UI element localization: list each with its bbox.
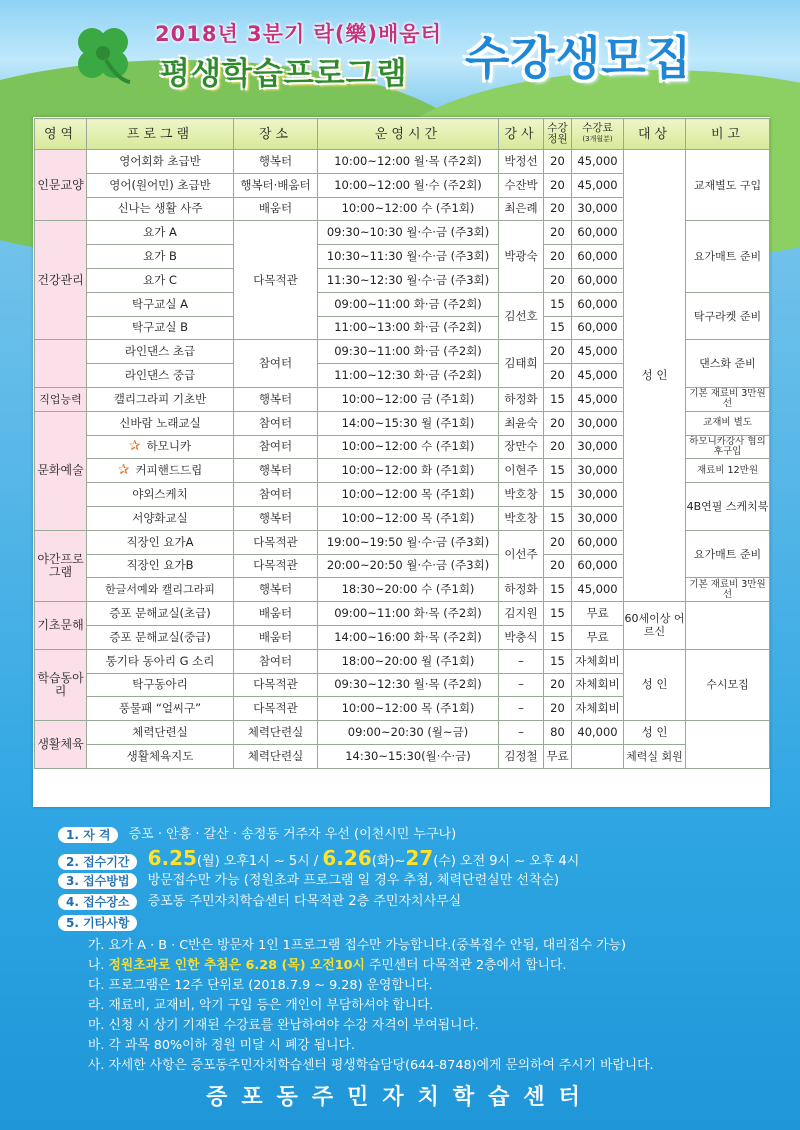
fee-cell: 30,000 [572, 197, 624, 221]
note-cell: 교재비 별도 [686, 411, 770, 435]
note-cell: 재료비 12만원 [686, 459, 770, 483]
capacity-cell: 20 [544, 697, 572, 721]
teacher-cell: 이현주 [499, 459, 544, 483]
period-date-1: 6.25 [147, 846, 197, 870]
time-cell: 18:00~20:00 월 (주1회) [318, 649, 499, 673]
header-teacher: 강사 [499, 119, 544, 150]
area-cell: 직업능력 [35, 387, 87, 411]
note-cell: 요가매트 준비 [686, 530, 770, 578]
capacity-cell: 20 [544, 268, 572, 292]
program-cell: 신나는 생활 사주 [87, 197, 234, 221]
program-label: 커피핸드드립 [135, 463, 203, 478]
capacity-cell: 15 [544, 578, 572, 602]
header-note: 비고 [686, 119, 770, 150]
header-program: 프로그램 [87, 119, 234, 150]
program-table-panel [33, 117, 770, 807]
place-cell: 체력단련실 [234, 721, 318, 745]
teacher-cell: 박충식 [499, 625, 544, 649]
teacher-cell: 박호창 [499, 506, 544, 530]
fee-cell: 30,000 [572, 506, 624, 530]
etc-prefix: 나. [88, 958, 109, 973]
fee-cell: 45,000 [572, 364, 624, 388]
teacher-cell: 박호창 [499, 483, 544, 507]
note-cell: 요가매트 준비 [686, 221, 770, 292]
time-cell: 09:30~10:30 월·수·금 (주3회) [318, 221, 499, 245]
place-cell: 다목적관 [234, 697, 318, 721]
time-cell: 19:00~19:50 월·수·금 (주3회) [318, 530, 499, 554]
period-text-2: (화)~ [371, 854, 406, 869]
etc-highlight: 정원초과로 인한 추첨은 6.28 (목) 오전10시 [108, 958, 365, 973]
note-cell: 하모니카강사 협의후구입 [686, 435, 770, 459]
program-cell: 라인댄스 초급 [87, 340, 234, 364]
time-cell: 10:00~12:00 목 (주1회) [318, 697, 499, 721]
capacity-cell: 15 [544, 649, 572, 673]
teacher-cell: 김정철 [499, 744, 544, 768]
area-cell: 문화예술 [35, 411, 87, 530]
place-cell: 다목적관 [234, 221, 318, 340]
fee-cell: 60,000 [572, 221, 624, 245]
fee-cell: 30,000 [572, 411, 624, 435]
fee-cell: 30,000 [572, 435, 624, 459]
time-cell: 09:30~11:00 화·금 (주2회) [318, 340, 499, 364]
time-cell: 10:00~12:00 화 (주1회) [318, 459, 499, 483]
place-label: 4. 접수장소 [58, 894, 137, 910]
target-cell: 60세이상 어르신 [624, 602, 686, 650]
time-cell: 10:00~12:00 목 (주1회) [318, 506, 499, 530]
program-cell: 요가 B [87, 245, 234, 269]
time-cell: 10:00~12:00 금 (주1회) [318, 387, 499, 411]
header-place: 장소 [234, 119, 318, 150]
program-cell: 한글서예와 캘리그라피 [87, 578, 234, 602]
fee-cell: 60,000 [572, 292, 624, 316]
capacity-cell: 20 [544, 530, 572, 554]
star-icon: ✰ [128, 438, 141, 455]
program-table [34, 118, 770, 769]
capacity-cell: 20 [544, 221, 572, 245]
eligibility-row [58, 826, 456, 844]
note-cell: 교재별도 구입 [686, 150, 770, 221]
fee-cell: 60,000 [572, 554, 624, 578]
note-cell: 기본 재료비 3만원선 [686, 578, 770, 602]
teacher-cell: 수잔박 [499, 173, 544, 197]
fee-cell [572, 744, 624, 768]
place-row [58, 893, 461, 911]
fee-cell: 60,000 [572, 316, 624, 340]
note-cell [686, 602, 770, 650]
table-row [35, 150, 770, 174]
fee-cell: 40,000 [572, 721, 624, 745]
period-date-2: 6.26 [322, 846, 372, 870]
teacher-cell: 박정선 [499, 150, 544, 174]
place-cell: 참여터 [234, 340, 318, 388]
note-cell: 수시모집 [686, 649, 770, 720]
fee-cell: 무료 [572, 602, 624, 626]
time-cell: 10:00~12:00 월·수 (주2회) [318, 173, 499, 197]
place-cell: 참여터 [234, 483, 318, 507]
fee-cell: 60,000 [572, 268, 624, 292]
table-row [35, 744, 770, 768]
program-cell: 체력단련실 [87, 721, 234, 745]
capacity-cell: 15 [544, 459, 572, 483]
capacity-cell: 20 [544, 673, 572, 697]
capacity-cell: 15 [544, 292, 572, 316]
teacher-cell: 최은례 [499, 197, 544, 221]
area-cell: 생활체육 [35, 721, 87, 769]
program-cell: 풍물패 “얼씨구” [87, 697, 234, 721]
time-cell: 14:00~16:00 화·목 (주2회) [318, 625, 499, 649]
program-cell: 생활체육지도 [87, 744, 234, 768]
area-cell: 학습동아리 [35, 649, 87, 720]
teacher-cell: 하정화 [499, 387, 544, 411]
etc-label: 5. 기타사항 [58, 915, 137, 931]
period-text-1: (월) 오후1시 ~ 5시 / [196, 854, 323, 869]
capacity-cell: 80 [544, 721, 572, 745]
etc-item: 마. 신청 시 상기 기재된 수강료를 완납하여야 수강 자격이 부여됩니다. [88, 1018, 479, 1033]
etc-item: 라. 재료비, 교재비, 악기 구입 등은 개인이 부담하셔야 합니다. [88, 998, 434, 1013]
fee-cell: 45,000 [572, 340, 624, 364]
time-cell: 11:00~13:00 화·금 (주2회) [318, 316, 499, 340]
header-time: 운영시간 [318, 119, 499, 150]
time-cell: 10:00~12:00 수 (주1회) [318, 197, 499, 221]
period-row [58, 847, 579, 869]
program-label: 하모니카 [146, 439, 192, 454]
period-date-3: 27 [405, 846, 434, 870]
header-fee-label: 수강료 [582, 122, 613, 134]
note-cell: 탁구라켓 준비 [686, 292, 770, 340]
target-cell: 체력실 회원 [624, 744, 686, 768]
etc-item: 사. 자세한 사항은 증포동주민자치학습센터 평생학습담당(644-8748)에게 문의하여 주시기 바랍니다. [88, 1058, 654, 1073]
time-cell: 10:00~12:00 수 (주1회) [318, 435, 499, 459]
teacher-cell: 최윤숙 [499, 411, 544, 435]
area-cell: 기초문해 [35, 602, 87, 650]
table-row [35, 721, 770, 745]
period-label: 2. 접수기간 [58, 854, 137, 870]
method-label: 3. 접수방법 [58, 873, 137, 889]
teacher-cell: – [499, 721, 544, 745]
area-cell: 인문교양 [35, 150, 87, 221]
time-cell: 09:00~11:00 화·목 (주2회) [318, 602, 499, 626]
place-cell: 배움터 [234, 625, 318, 649]
program-cell: 서양화교실 [87, 506, 234, 530]
area-cell: 건강관리 [35, 221, 87, 340]
header-fee [572, 119, 624, 150]
fee-cell: 60,000 [572, 530, 624, 554]
method-text: 방문접수만 가능 (정원초과 프로그램 일 경우 추첨, 체력단련실만 선착순) [147, 873, 560, 888]
fee-cell: 무료 [572, 625, 624, 649]
target-cell: 성 인 [624, 649, 686, 720]
program-cell: 라인댄스 중급 [87, 364, 234, 388]
time-cell: 18:30~20:00 수 (주1회) [318, 578, 499, 602]
program-cell [87, 435, 234, 459]
program-cell: 증포 문해교실(초급) [87, 602, 234, 626]
time-cell: 10:00~12:00 월·목 (주2회) [318, 150, 499, 174]
header-capacity: 수강정원 [544, 119, 572, 150]
fee-cell: 60,000 [572, 245, 624, 269]
capacity-cell: 20 [544, 173, 572, 197]
time-cell: 14:00~15:30 월 (주1회) [318, 411, 499, 435]
time-cell: 14:30~15:30(월·수·금) [318, 744, 499, 768]
etc-item: 다. 프로그램은 12주 단위로 (2018.7.9 ~ 9.28) 운영합니다. [88, 978, 433, 993]
program-cell: 증포 문해교실(중급) [87, 625, 234, 649]
header-area: 영역 [35, 119, 87, 150]
capacity-cell: 20 [544, 411, 572, 435]
place-cell: 행복터 [234, 506, 318, 530]
fee-cell: 30,000 [572, 459, 624, 483]
program-cell: 요가 A [87, 221, 234, 245]
time-cell: 10:00~12:00 목 (주1회) [318, 483, 499, 507]
time-cell: 09:00~11:00 화·금 (주2회) [318, 292, 499, 316]
program-cell: 탁구교실 B [87, 316, 234, 340]
eligibility-label: 1. 자 격 [58, 827, 118, 843]
note-cell: 댄스화 준비 [686, 340, 770, 388]
place-cell: 참여터 [234, 435, 318, 459]
place-cell: 행복터 [234, 578, 318, 602]
capacity-cell: 15 [544, 506, 572, 530]
capacity-cell: 15 [544, 387, 572, 411]
program-cell: 신바람 노래교실 [87, 411, 234, 435]
time-cell: 20:00~20:50 월·수·금 (주3회) [318, 554, 499, 578]
teacher-cell: 장만수 [499, 435, 544, 459]
subtitle: 2018년 3분기 락(樂)배움터 [155, 22, 442, 46]
capacity-cell: 무료 [544, 744, 572, 768]
place-cell: 다목적관 [234, 554, 318, 578]
time-cell: 09:30~12:30 월·목 (주2회) [318, 673, 499, 697]
fee-cell: 45,000 [572, 387, 624, 411]
place-cell: 참여터 [234, 411, 318, 435]
clover-logo-icon [68, 20, 138, 90]
eligibility-text: 증포 · 안흥 · 갈산 · 송정동 거주자 우선 (이천시민 누구나) [128, 827, 457, 842]
capacity-cell: 20 [544, 435, 572, 459]
capacity-cell: 15 [544, 483, 572, 507]
capacity-cell: 20 [544, 197, 572, 221]
note-cell [686, 721, 770, 769]
program-cell: 영어회화 초급반 [87, 150, 234, 174]
etc-item: 가. 요가 A · B · C반은 방문자 1인 1프로그램 접수만 가능합니다.(중복접수 안됨, 대리접수 가능) [88, 938, 626, 953]
place-text: 증포동 주민자치학습센터 다목적관 2층 주민자치사무실 [147, 894, 462, 909]
program-cell: 탁구동아리 [87, 673, 234, 697]
table-row [35, 602, 770, 626]
header-fee-sub: (3개월분) [582, 135, 613, 143]
teacher-cell: 박광숙 [499, 221, 544, 292]
time-cell: 10:30~11:30 월·수·금 (주3회) [318, 245, 499, 269]
teacher-cell: – [499, 697, 544, 721]
recruit-title: 수강생모집 [465, 31, 693, 85]
program-cell: 직장인 요가A [87, 530, 234, 554]
place-cell: 다목적관 [234, 673, 318, 697]
star-icon: ✰ [117, 462, 130, 479]
capacity-cell: 15 [544, 316, 572, 340]
program-cell: 요가 C [87, 268, 234, 292]
capacity-cell: 20 [544, 150, 572, 174]
etc-rest: 주민센터 다목적관 2층에서 합니다. [364, 958, 567, 973]
note-cell: 기본 재료비 3만원선 [686, 387, 770, 411]
footer-org-name: 증포동주민자치학습센터 [206, 1085, 594, 1110]
fee-cell: 자체회비 [572, 673, 624, 697]
etc-item [88, 954, 566, 973]
period-text-3: (수) 오전 9시 ~ 오후 4시 [433, 854, 580, 869]
capacity-cell: 20 [544, 340, 572, 364]
place-cell: 행복터 [234, 150, 318, 174]
table-header-row [35, 119, 770, 150]
etc-item: 바. 각 과목 80%이하 정원 미달 시 폐강 됩니다. [88, 1038, 355, 1053]
target-cell: 성 인 [624, 150, 686, 602]
header-target: 대상 [624, 119, 686, 150]
etc-row [58, 914, 143, 932]
program-cell [87, 459, 234, 483]
note-cell: 4B연필 스케치북 [686, 483, 770, 531]
teacher-cell: 이선주 [499, 530, 544, 578]
table-row [35, 649, 770, 673]
teacher-cell: – [499, 673, 544, 697]
teacher-cell: 김지원 [499, 602, 544, 626]
program-cell: 탁구교실 A [87, 292, 234, 316]
teacher-cell: 김태희 [499, 340, 544, 388]
fee-cell: 45,000 [572, 173, 624, 197]
method-row [58, 872, 559, 890]
place-cell: 체력단련실 [234, 744, 318, 768]
capacity-cell: 15 [544, 602, 572, 626]
program-cell: 캘리그라피 기초반 [87, 387, 234, 411]
fee-cell: 30,000 [572, 483, 624, 507]
place-cell: 참여터 [234, 649, 318, 673]
header [0, 0, 800, 105]
place-cell: 배움터 [234, 602, 318, 626]
program-cell: 직장인 요가B [87, 554, 234, 578]
area-cell: 야간프로그램 [35, 530, 87, 601]
place-cell: 행복터·배움터 [234, 173, 318, 197]
page-title: 평생학습프로그램 [160, 56, 408, 92]
fee-cell: 45,000 [572, 578, 624, 602]
target-cell: 성 인 [624, 721, 686, 745]
program-cell: 야외스케치 [87, 483, 234, 507]
place-cell: 행복터 [234, 387, 318, 411]
time-cell: 11:30~12:30 월·수·금 (주3회) [318, 268, 499, 292]
place-cell: 행복터 [234, 459, 318, 483]
capacity-cell: 20 [544, 245, 572, 269]
fee-cell: 자체회비 [572, 697, 624, 721]
capacity-cell: 20 [544, 554, 572, 578]
teacher-cell: – [499, 649, 544, 673]
teacher-cell: 김선호 [499, 292, 544, 340]
fee-cell: 자체회비 [572, 649, 624, 673]
time-cell: 09:00~20:30 (월~금) [318, 721, 499, 745]
teacher-cell: 하정화 [499, 578, 544, 602]
fee-cell: 45,000 [572, 150, 624, 174]
place-cell: 배움터 [234, 197, 318, 221]
program-cell: 영어(원어민) 초급반 [87, 173, 234, 197]
program-cell: 통기타 동아리 G 소리 [87, 649, 234, 673]
place-cell: 다목적관 [234, 530, 318, 554]
capacity-cell: 20 [544, 364, 572, 388]
capacity-cell: 15 [544, 625, 572, 649]
area-cell [35, 340, 87, 388]
time-cell: 11:00~12:30 화·금 (주2회) [318, 364, 499, 388]
